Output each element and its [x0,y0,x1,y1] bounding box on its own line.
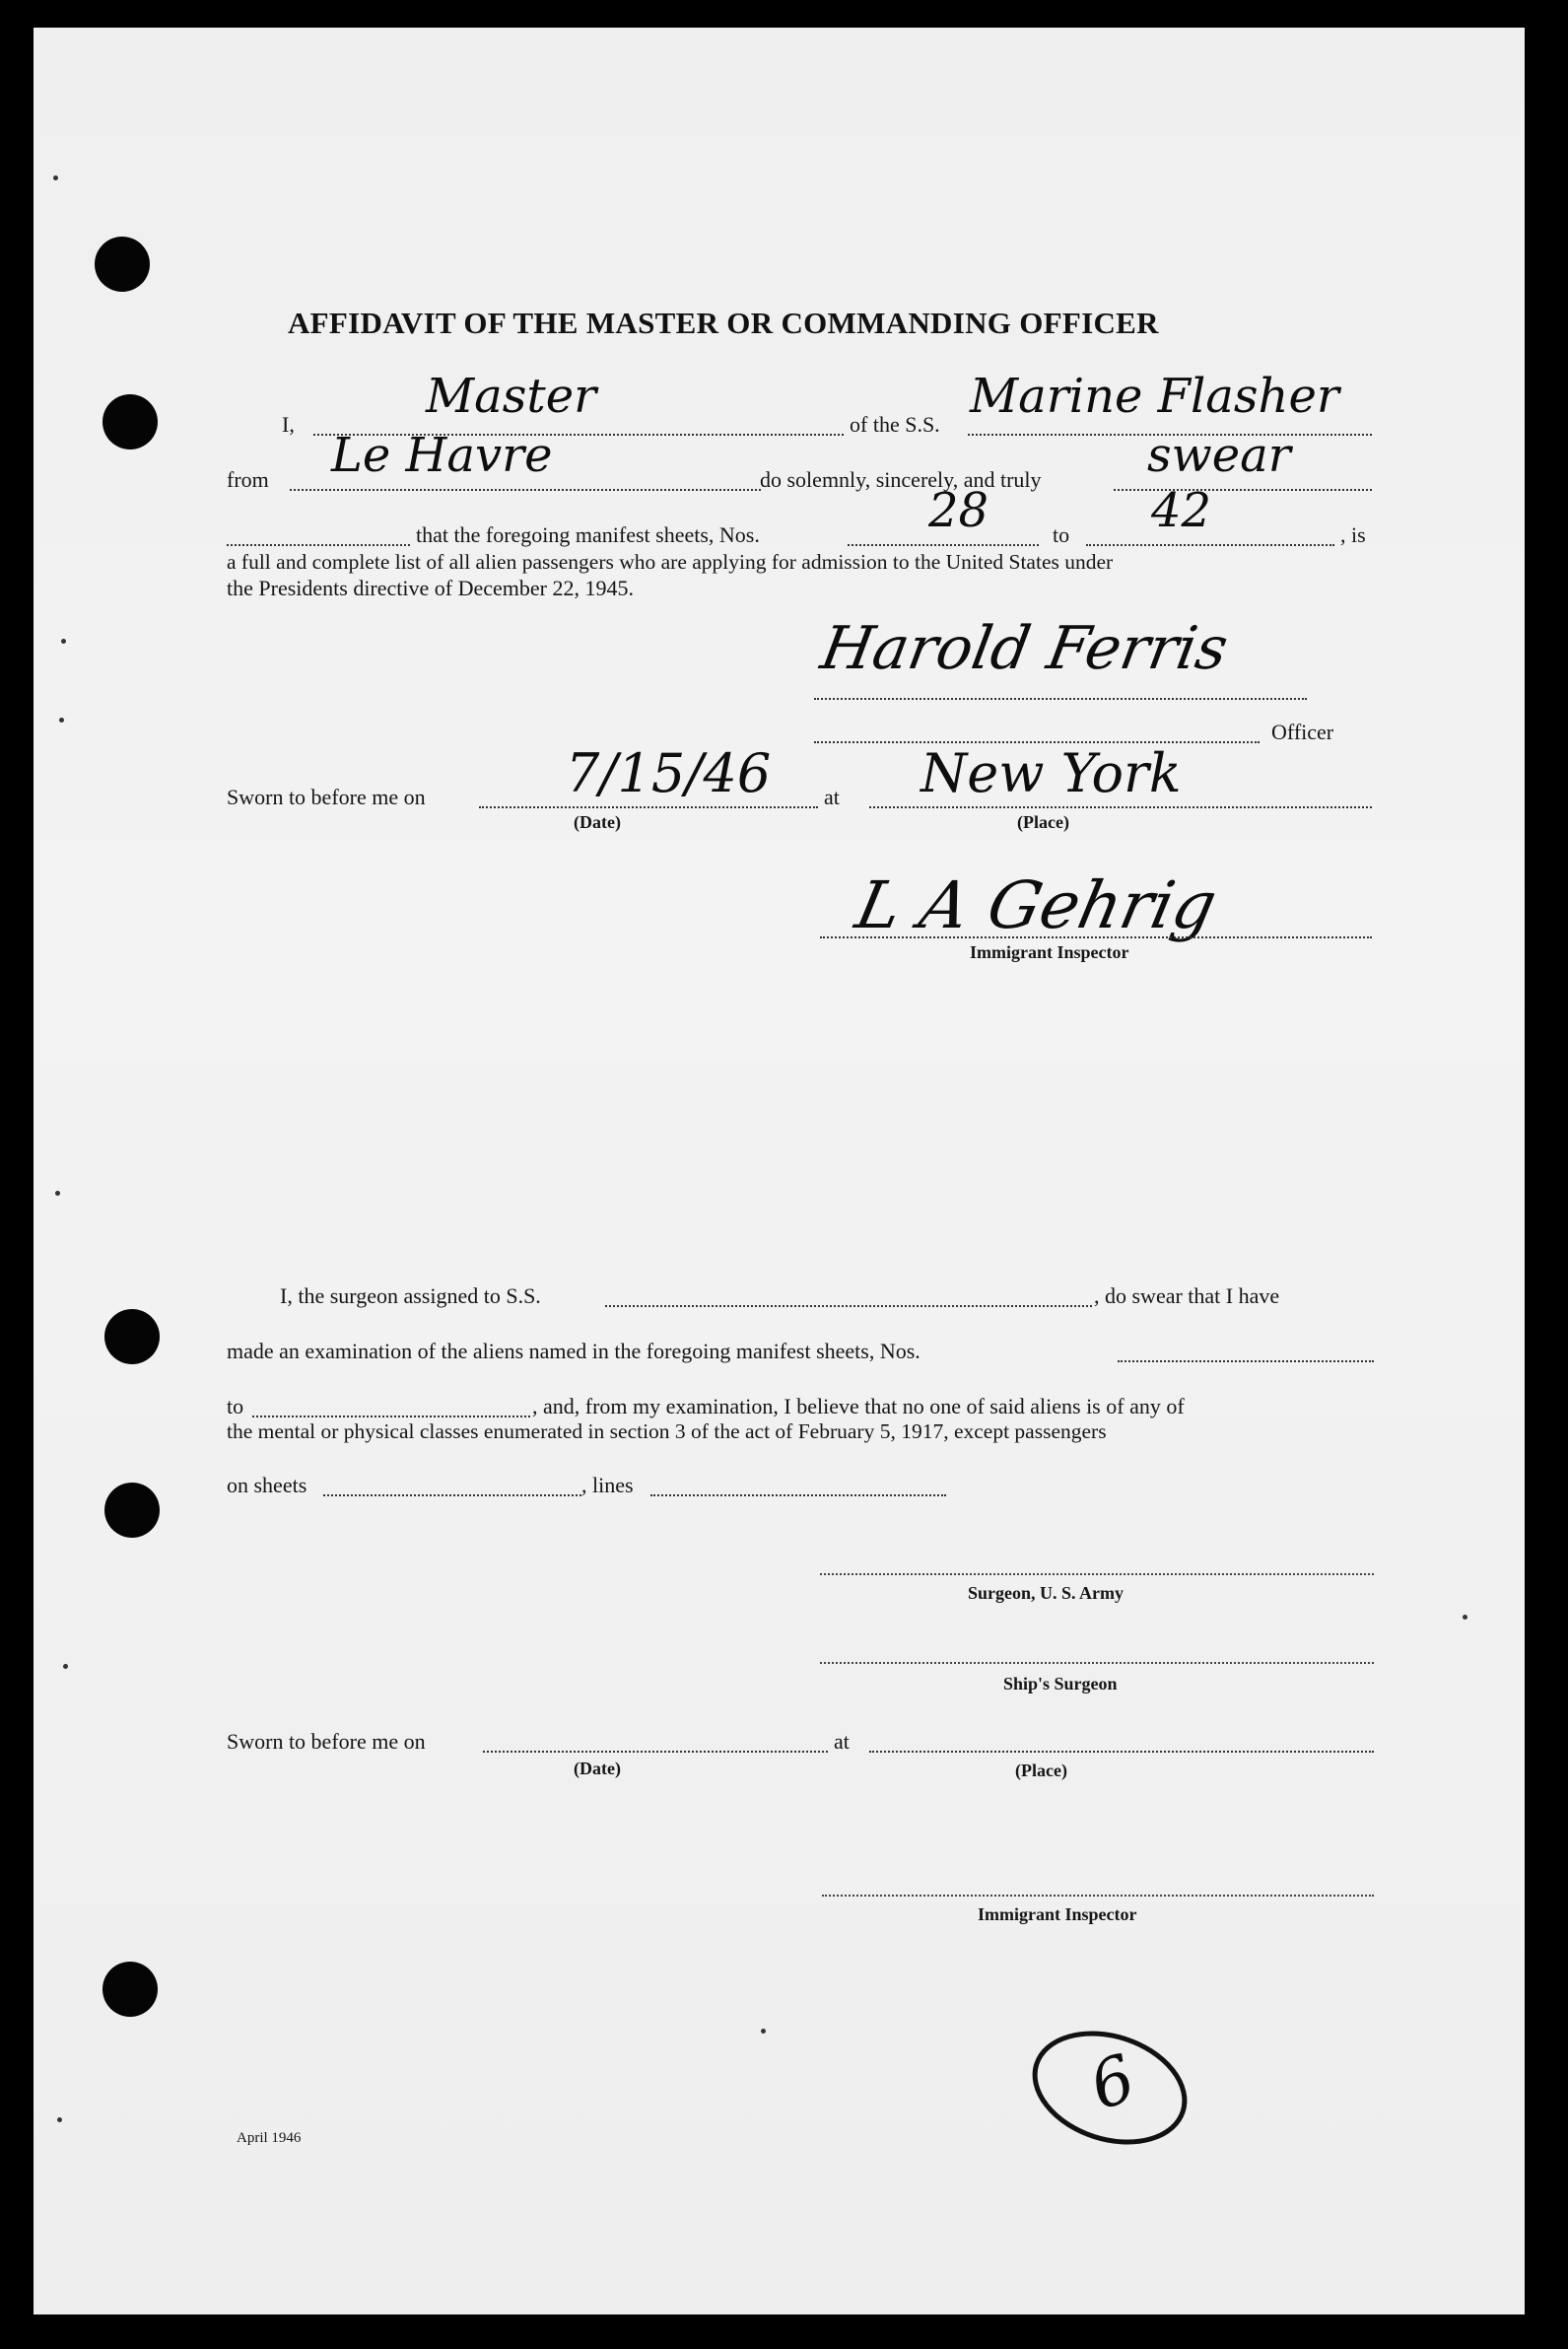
surgeon-sworn-label: Sworn to before me on [227,1729,426,1754]
officer-signature: Harold Ferris [815,614,1233,683]
capacity-handwritten: Master [426,369,597,424]
ship-surgeon-caption: Ship's Surgeon [1003,1674,1118,1693]
sheet-from-blank [848,544,1039,546]
surgeon-inspector-caption: Immigrant Inspector [978,1904,1137,1924]
speck [55,1191,60,1196]
officer-label: Officer [1271,720,1334,744]
officer-signature-line [814,698,1307,700]
master-line1-of-ss: of the S.S. [850,412,940,437]
master-inspector-line [820,936,1372,938]
surgeon-line1-text: I, the surgeon assigned to S.S. [280,1283,541,1308]
master-inspector-caption: Immigrant Inspector [970,942,1129,962]
punch-hole [104,1483,160,1538]
surgeon-line4-text: the mental or physical classes enumerated in section 3 of the act of February 5, 1917, except passengers [227,1419,1107,1443]
ship-name-handwritten: Marine Flasher [970,369,1339,424]
surgeon-on-sheets-blank [323,1494,581,1496]
ship-surgeon-line [820,1662,1374,1664]
surgeon-line2-text: made an examination of the aliens named in the foregoing manifest sheets, Nos. [227,1339,920,1363]
sheet-to-blank [1086,544,1334,546]
punch-hole [102,1962,158,2017]
master-sworn-label: Sworn to before me on [227,785,426,809]
surgeon-line5-on-sheets: on sheets [227,1473,307,1497]
surgeon-sworn-at: at [834,1729,850,1754]
master-line3-is: , is [1340,522,1366,547]
oath-continuation-blank [227,544,410,546]
circled-number-handwritten: 6 [1079,2039,1145,2125]
master-line3-text: that the foregoing manifest sheets, Nos. [416,522,760,547]
port-blank [290,489,761,491]
punch-hole [102,394,158,449]
surgeon-date-caption: (Date) [574,1759,621,1778]
inspector-signature: L A Gehrig [849,867,1223,943]
surgeon-line3-to: to [227,1394,244,1418]
punch-hole [104,1309,160,1364]
speck [1463,1615,1467,1620]
master-line2-from: from [227,467,269,492]
surgeon-place-caption: (Place) [1015,1761,1067,1780]
surgeon-inspector-line [822,1895,1374,1897]
surgeon-army-caption: Surgeon, U. S. Army [968,1583,1125,1603]
port-handwritten: Le Havre [331,428,553,483]
speck [53,175,58,180]
speck [59,718,64,723]
affidavit-sheet [34,28,1525,2314]
master-line4-text: a full and complete list of all alien passengers who are applying for admission to the United States under [227,550,1114,574]
surgeon-sheets-from-blank [1118,1360,1374,1362]
master-line3-to: to [1053,522,1070,547]
master-sworn-place-blank [869,806,1372,808]
sworn-date-handwritten: 7/15/46 [566,742,772,804]
sworn-place-handwritten: New York [920,742,1182,804]
sheet-from-handwritten: 28 [928,483,989,538]
master-line1-i: I, [282,412,295,437]
surgeon-ship-blank [605,1305,1092,1307]
speck [63,1664,68,1669]
surgeon-sworn-date-blank [483,1751,828,1753]
punch-hole [95,237,150,292]
speck [761,2029,766,2034]
surgeon-sheets-to-blank [252,1416,530,1417]
surgeon-sworn-place-blank [869,1751,1374,1753]
oath-handwritten: swear [1147,428,1291,483]
form-date: April 1946 [237,2130,302,2146]
surgeon-army-line [820,1573,1374,1575]
surgeon-line3-text: , and, from my examination, I believe that no one of said aliens is of any of [532,1394,1185,1418]
master-line5-text: the Presidents directive of December 22, 1945. [227,576,634,600]
master-line2-solemnly: do solemnly, sincerely, and truly [760,467,1042,492]
surgeon-lines-blank [650,1494,946,1496]
master-sworn-at: at [824,785,840,809]
sheet-to-handwritten: 42 [1151,483,1212,538]
master-place-caption: (Place) [1017,812,1069,832]
surgeon-line1-end: , do swear that I have [1094,1283,1280,1308]
speck [61,639,66,644]
master-date-caption: (Date) [574,812,621,832]
document-title: AFFIDAVIT OF THE MASTER OR COMMANDING OFFICER [288,306,1159,340]
speck [57,2117,62,2122]
master-sworn-date-blank [479,806,818,808]
surgeon-line5-lines: , lines [581,1473,634,1497]
